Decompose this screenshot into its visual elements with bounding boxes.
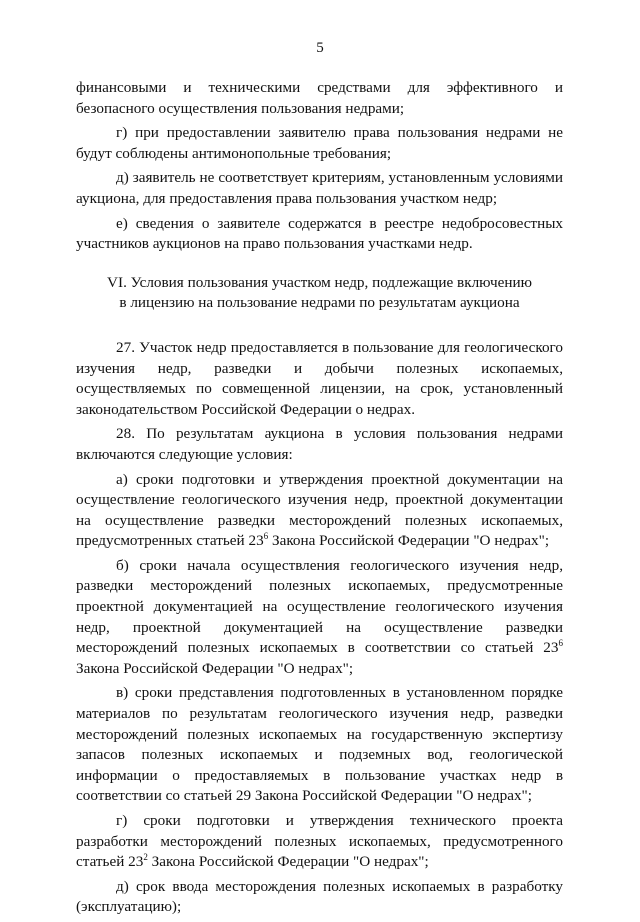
item-g-tail: Закона Российской Федерации "О недрах";	[147, 853, 429, 871]
item-g-sup: 2	[143, 852, 148, 863]
page-number: 5	[316, 40, 324, 56]
section-heading-line-2: в лицензию на пользование недрами по результатам аукциона	[119, 294, 520, 312]
item-g	[76, 811, 563, 873]
item-a-sup: 6	[263, 531, 269, 542]
item-g-text: г) сроки подготовки и утверждения технического проекта разработки месторождений полезных ископаемых, предусмотренного статьей 23	[76, 812, 563, 871]
section-heading	[76, 273, 563, 314]
item-b-text: б) сроки начала осуществления геологического изучения недр, разведки месторождений полезных ископаемых, предусмотренные проектной документацией на осуществление геологического изучения недр, проектной документацией на осуществление разведки месторождений полезных ископаемых в соответствии со статьей 23	[76, 556, 563, 657]
item-a	[76, 470, 563, 552]
item-b	[76, 556, 563, 680]
clause-d: д) заявитель не соответствует критериям, установленным условиями аукциона, для предоставления права пользования участком недр;	[76, 169, 563, 207]
item-b-sup: 6	[558, 638, 563, 649]
item-d: д) срок ввода месторождения полезных ископаемых в разработку (эксплуатацию);	[76, 877, 563, 916]
item-v: в) сроки представления подготовленных в установленном порядке материалов по результатам геологического изучения недр, разведки месторождений полезных ископаемых на государственную экспертизу запасов полезных ископаемых и подземных вод, геологической информации о предоставляемых в пользование участках недр в соответствии со статьей 29 Закона Российской Федерации "О недрах";	[76, 684, 563, 805]
item-b-tail: Закона Российской Федерации "О недрах";	[76, 659, 354, 677]
section-heading-line-1: VI. Условия пользования участком недр, подлежащие включению	[107, 273, 532, 291]
paragraph-28: 28. По результатам аукциона в условия пользования недрами включаются следующие условия:	[76, 425, 563, 463]
document-body	[76, 78, 563, 922]
paragraph-continuation: финансовыми и техническими средствами для эффективного и безопасного осуществления пользования недрами;	[76, 79, 563, 117]
clause-g: г) при предоставлении заявителю права пользования недрами не будут соблюдены антимонопольные требования;	[76, 124, 563, 162]
item-a-tail: Закона Российской Федерации "О недрах";	[268, 532, 550, 550]
clause-e: е) сведения о заявителе содержатся в реестре недобросовестных участников аукционов на право пользования участками недр.	[76, 214, 563, 253]
item-a-text: а) сроки подготовки и утверждения проектной документации на осуществление геологического изучения недр, проектной документации на осуществление разведки месторождений полезных ископаемых, предусмотренных статьей 23	[76, 470, 563, 550]
paragraph-27: 27. Участок недр предоставляется в пользование для геологического изучения недр, разведки и добычи полезных ископаемых, осуществляемых по совмещенной лицензии, на срок, установленный законодательством Российской Федерации о недрах.	[76, 338, 563, 418]
